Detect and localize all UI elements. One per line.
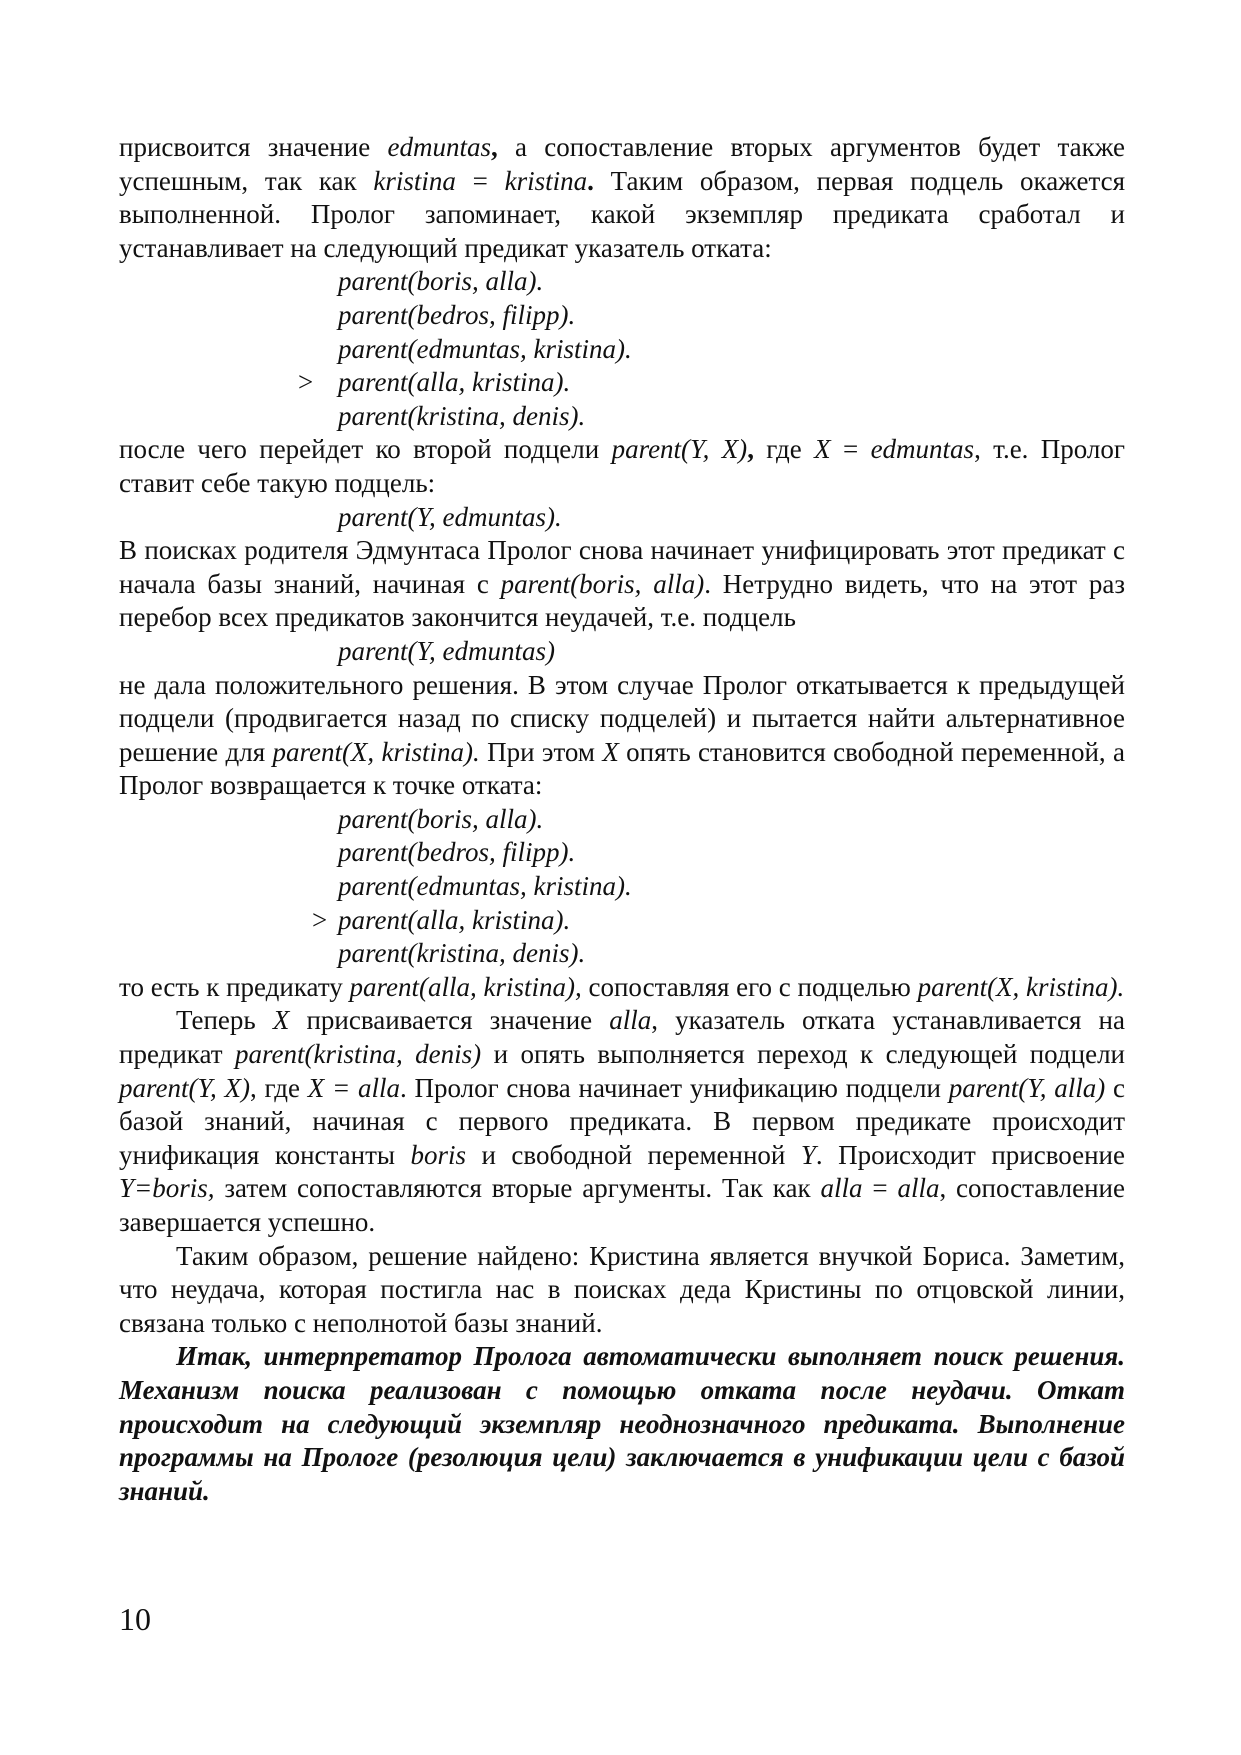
- page-number: 10: [119, 1601, 151, 1637]
- page-body: [119, 131, 1125, 1508]
- paragraph-conclusion: Итак, интерпретатор Пролога автоматически выполняет поиск решения. Механизм поиска реализован с помощью отката после неудачи. Откат происходит на следующий экземпляр неоднозначного предиката. Выполнение программы на Прологе (резолюция цели) заключается в унификации цели с базой знаний.: [119, 1341, 1125, 1506]
- code-line: parent(bedros, filipp).: [338, 299, 576, 330]
- goal-line-2: parent(Y, edmuntas): [338, 635, 556, 666]
- code-line-pointed: > parent(alla, kristina).: [298, 367, 571, 398]
- paragraph-6: Теперь X присваивается значение alla, указатель отката устанавливается на предикат parent(kristina, denis) и опять выполняется переход к следующей подцели parent(Y, X), где X = alla. Пролог снова начинает унификацию подцели parent(Y, alla) с базой знаний, начиная с первого предиката. В первом предикате происходит унификация константы boris и свободной переменной Y. Происходит присвоение Y=boris, затем сопоставляются вторые аргументы. Так как alla = alla, сопоставление завершается успешно.: [119, 1005, 1126, 1237]
- code-line: parent(edmuntas, kristina).: [338, 333, 632, 364]
- paragraph-3: В поисках родителя Эдмунтаса Пролог снова начинает унифицировать этот предикат с начала базы знаний, начиная с parent(boris, alla). Нетрудно видеть, что на этот раз перебор всех предикатов закончится неудачей, т.е. подцель: [119, 535, 1125, 633]
- paragraph-1: присвоится значение edmuntas, а сопоставление вторых аргументов будет также успешным, так как kristina = kristina. Таким образом, первая подцель окажется выполненной. Пролог запоминает, какой экземпляр предиката сработал и устанавливает на следующий предикат указатель отката:: [119, 132, 1125, 263]
- code-line: parent(kristina, denis).: [338, 400, 586, 431]
- code-line-pointed: > parent(alla, kristina).: [312, 904, 571, 935]
- code-line: parent(kristina, denis).: [338, 938, 586, 969]
- paragraph-4: не дала положительного решения. В этом случае Пролог откатывается к предыдущей подцели (продвигается назад по списку подцелей) и пытается найти альтернативное решение для parent(X, kristina). При этом X опять становится свободной переменной, а Пролог возвращается к точке отката:: [119, 669, 1126, 801]
- code-line: parent(bedros, filipp).: [338, 837, 576, 868]
- paragraph-5: то есть к предикату parent(alla, kristina), сопоставляя его с подцелью parent(X, kristina).: [119, 971, 1125, 1002]
- code-line: parent(boris, alla).: [338, 803, 544, 834]
- paragraph-7: Таким образом, решение найдено: Кристина является внучкой Бориса. Заметим, что неудача, которая постигла нас в поисках деда Кристины по отцовской линии, связана только с неполнотой базы знаний.: [119, 1240, 1125, 1338]
- code-block-2: [119, 803, 1125, 971]
- code-line: parent(edmuntas, kristina).: [338, 871, 632, 902]
- code-line: parent(boris, alla).: [338, 266, 544, 297]
- paragraph-2: после чего перейдет ко второй подцели parent(Y, X), где X = edmuntas, т.е. Пролог ставит себе такую подцель:: [119, 434, 1125, 498]
- code-block-1: [119, 265, 1125, 433]
- goal-line-1: parent(Y, edmuntas).: [338, 501, 562, 532]
